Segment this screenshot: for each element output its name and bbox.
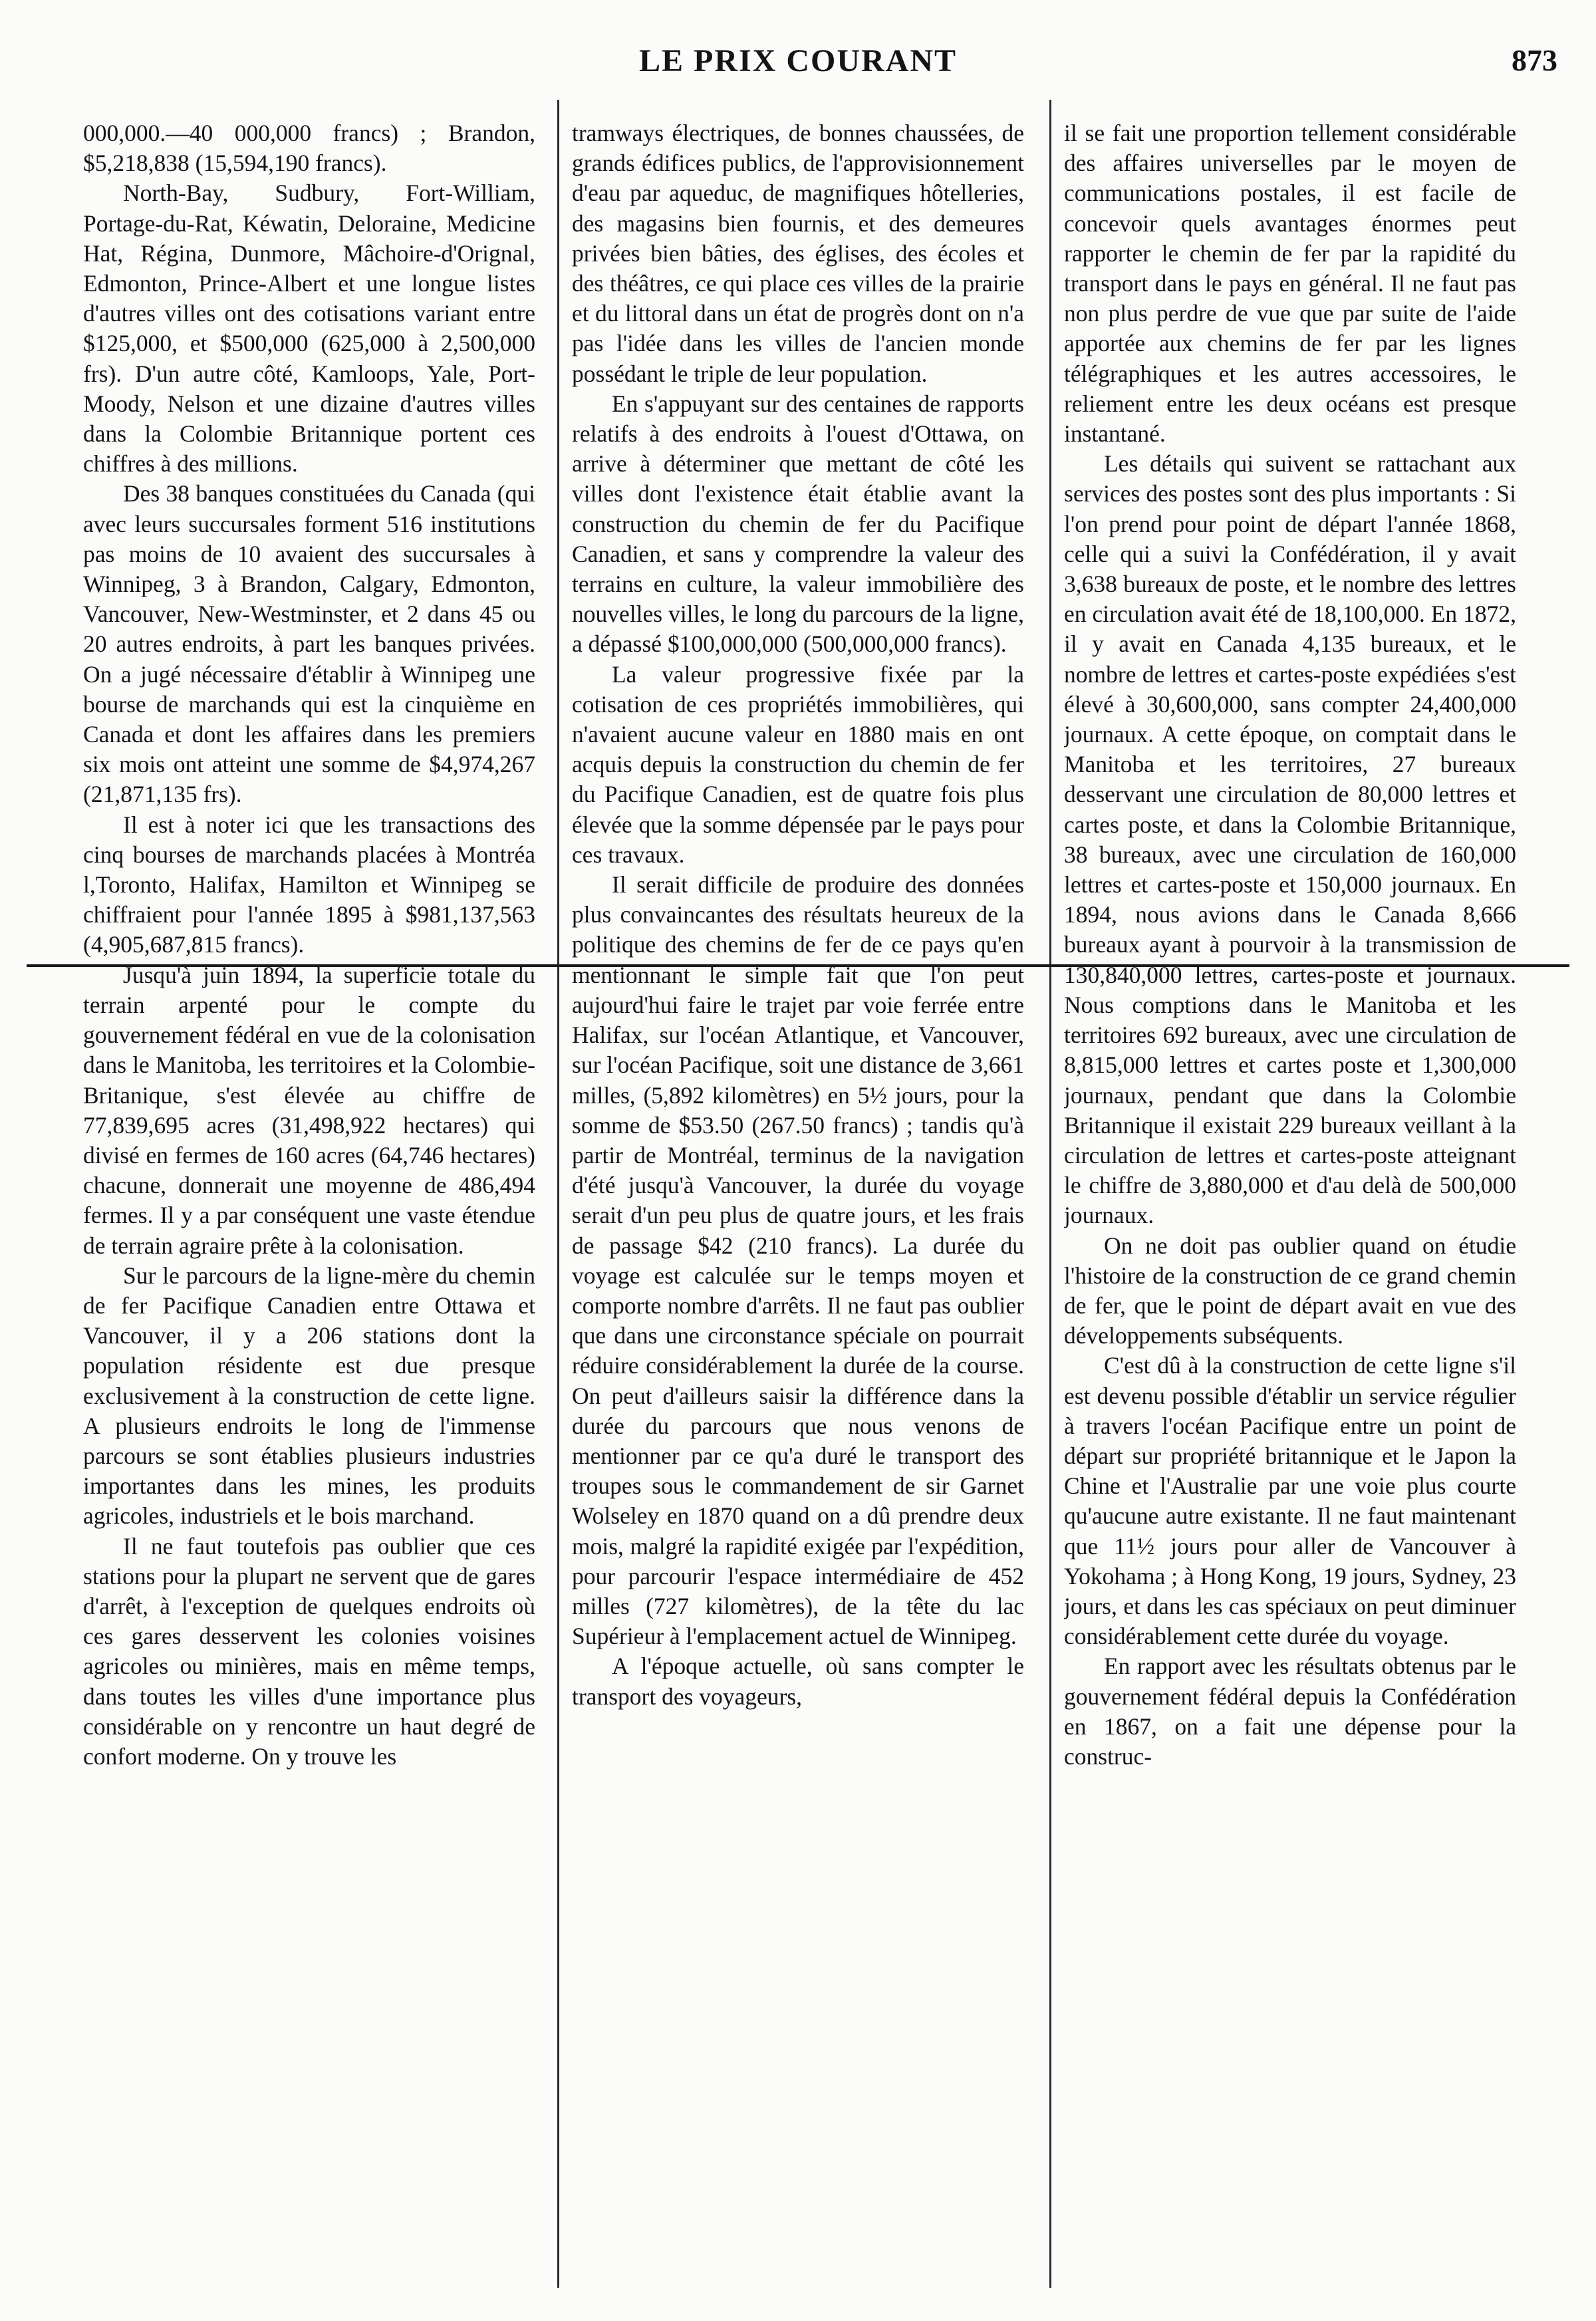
paragraph: tramways électriques, de bonnes chaussées, de grands édifices publics, de l'approvisionnement d'eau par aqueduc, de magnifiques hôtelleries, des magasins bien fournis, et des demeures privées bien bâties, des églises, des écoles et des théâtres, ce qui place ces villes de la prairie et du littoral dans un état de progrès dont on n'a pas l'idée dans les villes de l'ancien monde possédant le triple de leur population.	[572, 120, 1024, 387]
paragraph: Les détails qui suivent se rattachant aux services des postes sont des plus importants : Si l'on prend pour point de départ l'année 1868, celle qui a suivi la Confédération, il y avait 3,638 bureaux de poste, et le nombre des lettres en circulation avait été de 18,100,000. En 1872, il y avait en Canada 4,135 bureaux, et le nombre de lettres et cartes-poste expédiées s'est élevé à 30,600,000, sans compter 24,400,000 journaux. A cette époque, on comptait dans le Manitoba et les territoires, 27 bureaux desservant une circulation de 80,000 lettres et cartes poste, et dans la Colombie Britannique, 38 bureaux, avec une circulation de 160,000 lettres et cartes-poste et 150,000 journaux. En 1894, nous avions dans le Canada 8,666 bureaux ayant à pourvoir à la transmission de 130,840,000 lettres, cartes-poste et journaux. Nous comptions dans le Manitoba et les territoires 692 bureaux, avec une circulation de 8,815,000 lettres et cartes poste et 1,300,000 journaux, pendant que dans la Colombie Britannique il existait 229 bureaux veillant à la circulation de lettres et cartes-poste atteignant le chiffre de 3,880,000 et d'au delà de 500,000 journaux.	[1064, 450, 1516, 1229]
column-divider	[557, 100, 559, 2288]
page-number: 873	[1512, 43, 1557, 77]
paragraph: North-Bay, Sudbury, Fort-William, Portage-du-Rat, Kéwatin, Deloraine, Medicine Hat, Régina, Dunmore, Mâchoire-d'Orignal, Edmonton, Prince-Albert et une longue listes d'autres villes ont des cotisations variant entre $125,000, et $500,000 (625,000 à 2,500,000 frs). D'un autre côté, Kamloops, Yale, Port-Moody, Nelson et une dizaine d'autres villes dans la Colombie Britannique portent ces chiffres à des millions.	[83, 180, 535, 478]
paragraph: En rapport avec les résultats obtenus par le gouvernement fédéral depuis la Confédération en 1867, on a fait une dépense pour la construc-	[1064, 1653, 1516, 1770]
paragraph: 000,000.—40 000,000 francs) ; Brandon, $5,218,838 (15,594,190 francs).	[83, 120, 535, 177]
paragraph: On ne doit pas oublier quand on étudie l'histoire de la construction de ce grand chemin de fer, que le point de départ avait en vue des développements subséquents.	[1064, 1232, 1516, 1349]
paragraph: Il serait difficile de produire des données plus convaincantes des résultats heureux de la politique des chemins de fer de ce pays qu'en mentionnant le simple fait que l'on peut aujourd'hui faire le trajet par voie ferrée entre Halifax, sur l'océan Atlantique, et Vancouver, sur l'océan Pacifique, soit une distance de 3,661 milles, (5,892 kilomètres) en 5½ jours, pour la somme de $53.50 (267.50 francs) ; tandis qu'à partir de Montréal, terminus de la navigation d'été jusqu'à Vancouver, la durée du voyage serait d'un peu plus de quatre jours, et les frais de passage $42 (210 francs). La durée du voyage est calculée sur le temps moyen et comporte nombre d'arrêts. Il ne faut pas oublier que dans une circonstance spéciale on pourrait réduire considérablement la durée de la course. On peut d'ailleurs saisir la différence dans la durée du parcours que nous venons de mentionner par ce qu'a duré le transport des troupes sous le commandement de sir Garnet Wolseley en 1870 quand on a dû prendre deux mois, malgré la rapidité exigée par l'expédition, pour parcourir l'espace intermédiaire de 452 milles (727 kilomètres), de la tête du lac Supérieur à l'emplacement actuel de Winnipeg.	[572, 871, 1024, 1650]
paragraph: A l'époque actuelle, où sans compter le transport des voyageurs,	[572, 1653, 1024, 1710]
paragraph: Il ne faut toutefois pas oublier que ces stations pour la plupart ne servent que de gares d'arrêt, à l'exception de quelques endroits où ces gares desservent les colonies voisines agricoles ou minières, mais en même temps, dans toutes les villes d'une importance plus considérable on y rencontre un haut degré de confort moderne. On y trouve les	[83, 1532, 535, 1770]
paragraph: La valeur progressive fixée par la cotisation de ces propriétés immobilières, qui n'avaient aucune valeur en 1880 mais en ont acquis depuis la construction du chemin de fer du Pacifique Canadien, est de quatre fois plus élevée que la somme dépensée par le pays pour ces travaux.	[572, 660, 1024, 868]
text-column-2	[572, 118, 1024, 2293]
column-divider	[1049, 100, 1051, 2288]
paragraph: Sur le parcours de la ligne-mère du chemin de fer Pacifique Canadien entre Ottawa et Vancouver, il y a 206 stations dont la population résidente est due presque exclusivement à la construction de cette ligne. A plusieurs endroits le long de l'immense parcours se sont établies plusieurs industries importantes dans les mines, les produits agricoles, industriels et le bois marchand.	[83, 1262, 535, 1530]
page-header	[0, 43, 1596, 96]
paragraph: Il est à noter ici que les transactions des cinq bourses de marchands placées à Montréa l,Toronto, Halifax, Hamilton et Winnipeg se chiffraient pour l'année 1895 à $981,137,563 (4,905,687,815 francs).	[83, 811, 535, 958]
text-column-3	[1064, 118, 1516, 2293]
running-title: LE PRIX COURANT	[638, 43, 958, 78]
text-column-1	[83, 118, 535, 2293]
paragraph: Jusqu'à juin 1894, la superficie totale du terrain arpenté pour le compte du gouvernement fédéral en vue de la colonisation dans le Manitoba, les territoires et la Colombie-Britanique, s'est élevée au chiffre de 77,839,695 acres (31,498,922 hectares) qui divisé en fermes de 160 acres (64,746 hectares) chacune, donnerait une moyenne de 486,494 fermes. Il y a par conséquent une vaste étendue de terrain agraire prête à la colonisation.	[83, 961, 535, 1259]
paragraph: Des 38 banques constituées du Canada (qui avec leurs succursales forment 516 institutions pas moins de 10 avaient des succursales à Winnipeg, 3 à Brandon, Calgary, Edmonton, Vancouver, New-Westminster, et 2 dans 45 ou 20 autres endroits, à part les banques privées. On a jugé nécessaire d'établir à Winnipeg une bourse de marchands qui est la cinquième en Canada et dont les affaires dans les premiers six mois ont atteint une somme de $4,974,267 (21,871,135 frs).	[83, 480, 535, 808]
paragraph: En s'appuyant sur des centaines de rapports relatifs à des endroits à l'ouest d'Ottawa, on arrive à déterminer que mettant de côté les villes dont l'existence était établie avant la construction du chemin de fer du Pacifique Canadien, et sans y comprendre la valeur des terrains en culture, la valeur immobilière des nouvelles villes, le long du parcours de la ligne, a dépassé $100,000,000 (500,000,000 francs).	[572, 390, 1024, 658]
paragraph: il se fait une proportion tellement considérable des affaires universelles par le moyen de communications postales, il est facile de concevoir quels avantages énormes peut rapporter le chemin de fer par la rapidité du transport dans le pays en général. Il ne faut pas non plus perdre de vue que par suite de l'aide apportée aux chemins de fer par les lignes télégraphiques et les autres accessoires, le reliement entre les deux océans est presque instantané.	[1064, 120, 1516, 448]
paragraph: C'est dû à la construction de cette ligne s'il est devenu possible d'établir un service régulier à travers l'océan Pacifique entre un point de départ sur propriété britannique et le Japon la Chine et l'Australie par une voie plus courte qu'aucune autre existante. Il ne faut maintenant que 11½ jours pour aller de Vancouver à Yokohama ; à Hong Kong, 19 jours, Sydney, 23 jours, et dans les cas spéciaux on peut diminuer considérablement cette durée du voyage.	[1064, 1352, 1516, 1650]
